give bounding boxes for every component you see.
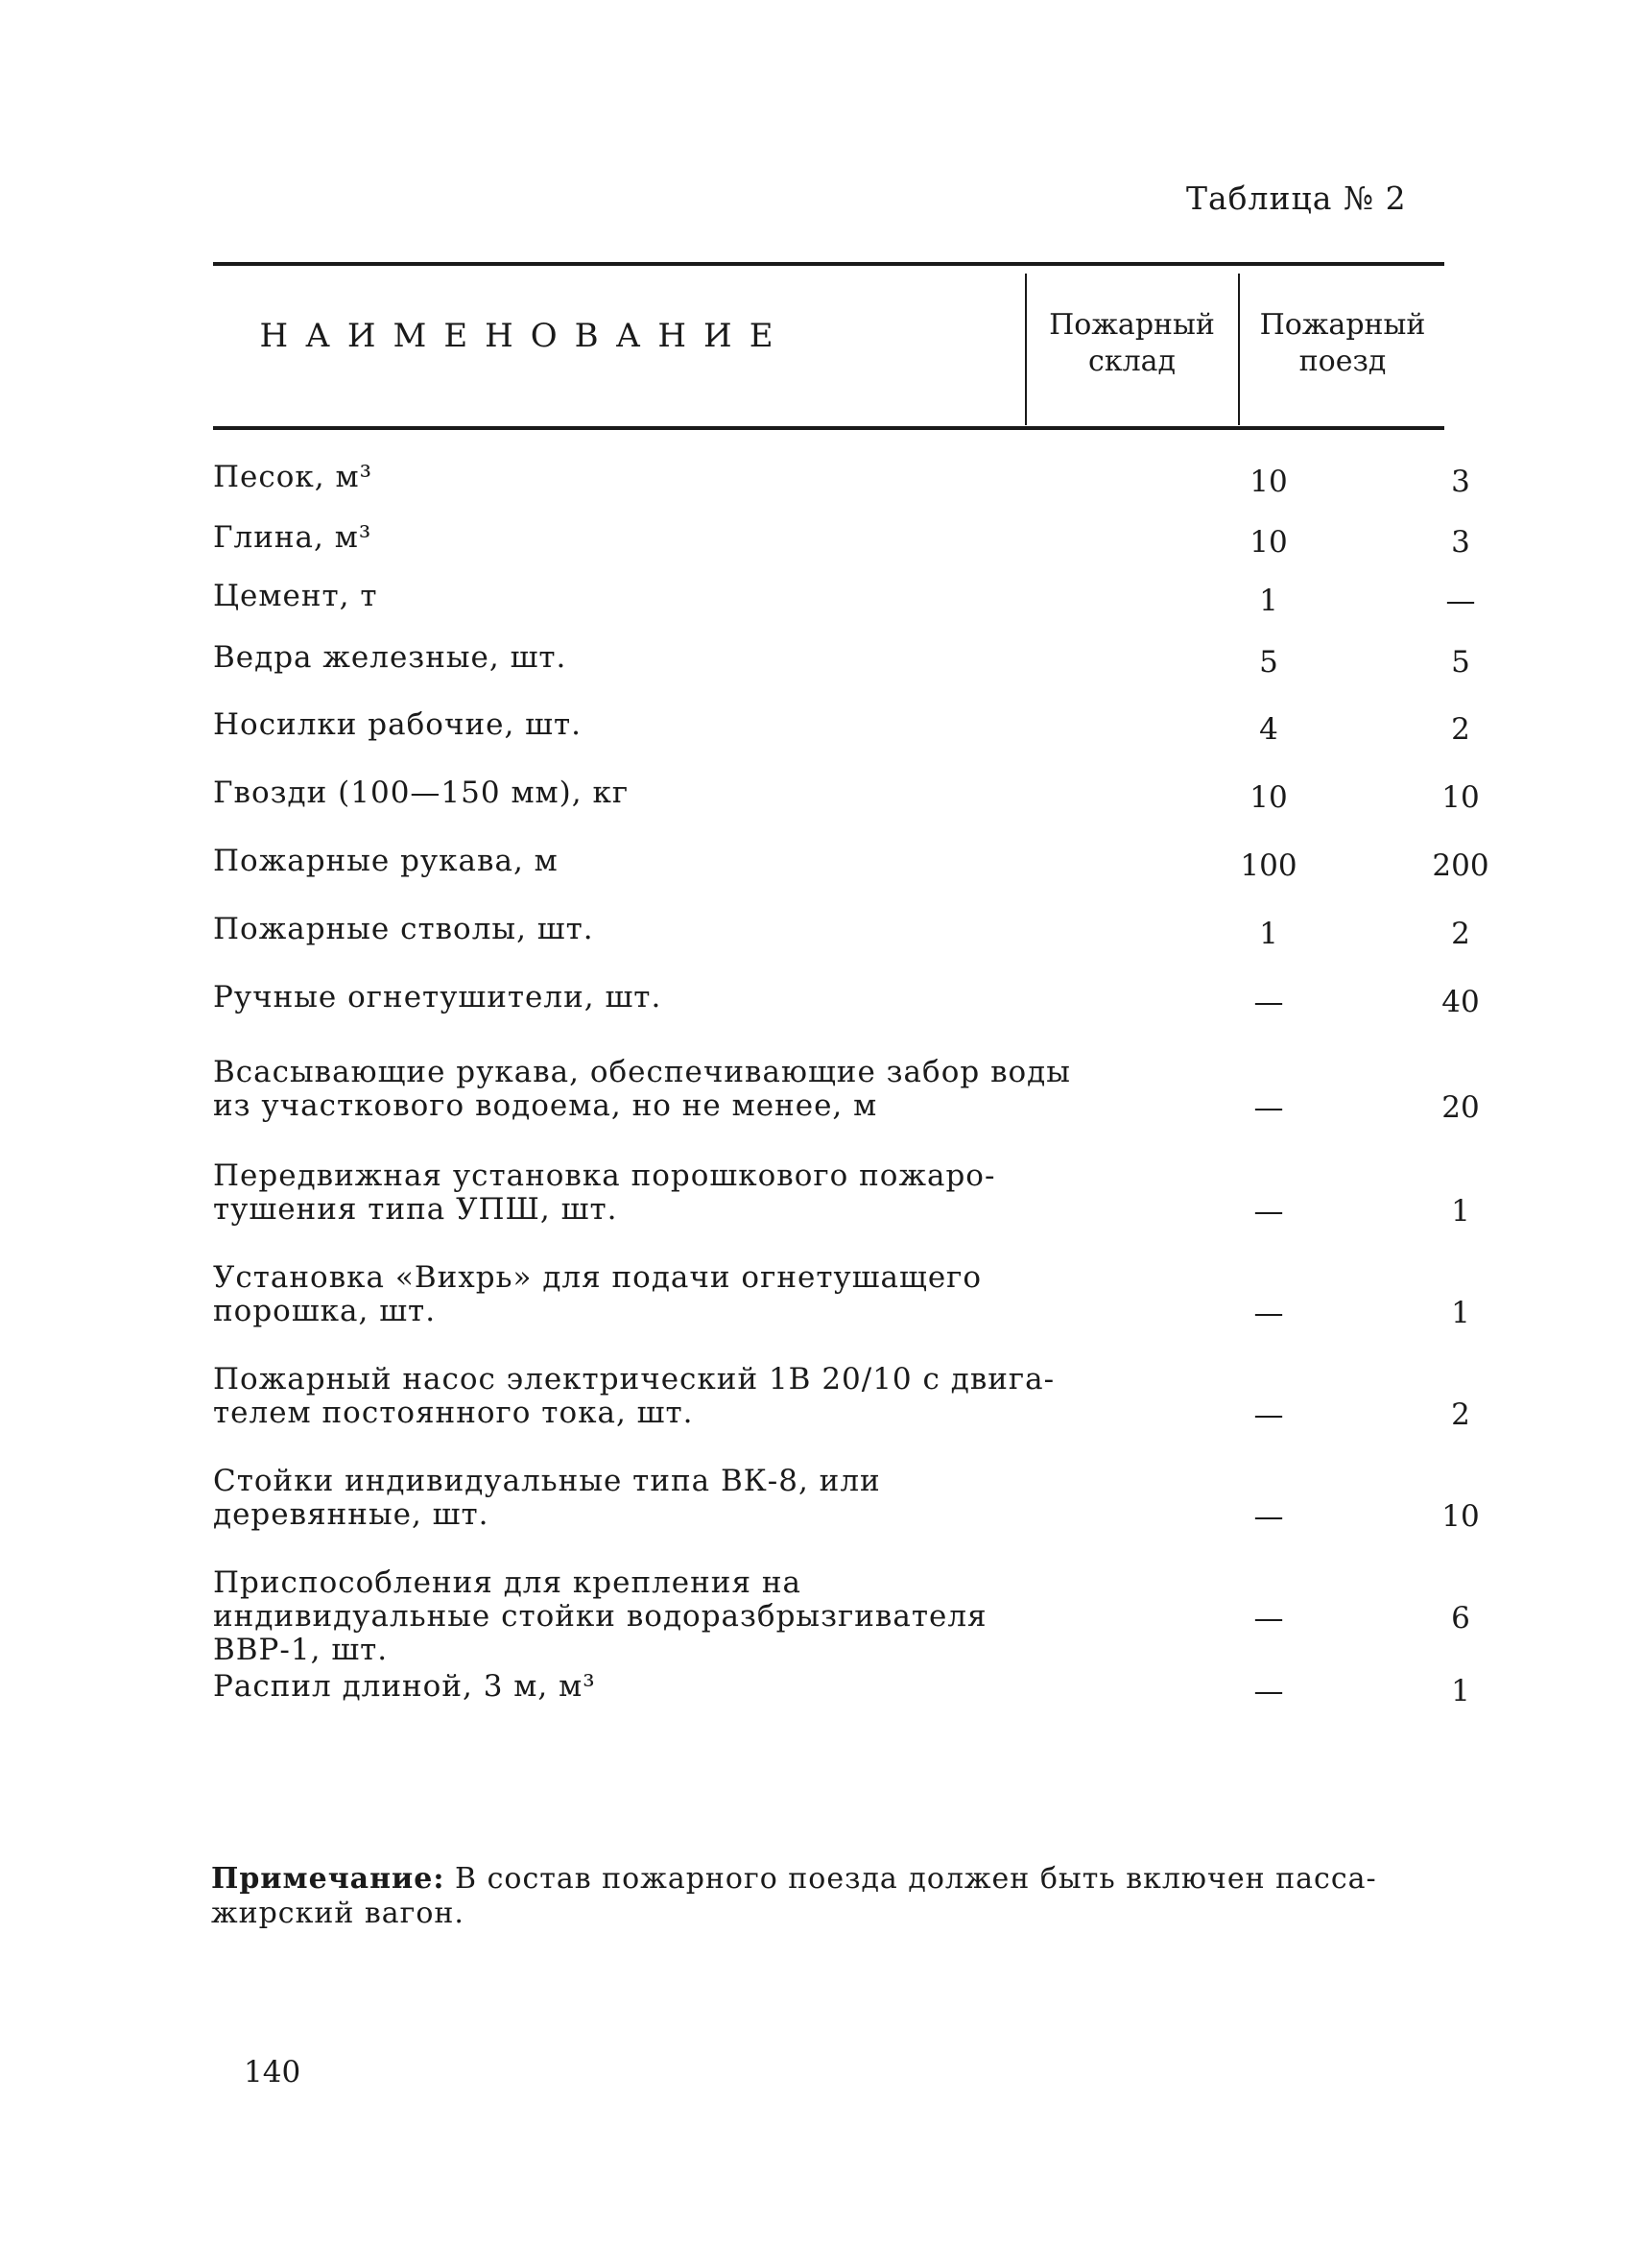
row-warehouse-value: — xyxy=(1253,1090,1284,1125)
row-name: Гвозди (100—150 мм), кг xyxy=(213,776,630,810)
row-train-value: 1 xyxy=(1451,1296,1470,1330)
table-row xyxy=(213,1362,1470,1432)
row-train-value: 10 xyxy=(1441,1499,1480,1534)
row-train-value: — xyxy=(1445,584,1476,618)
row-name: Глина, м³ xyxy=(213,520,372,555)
row-name: Всасывающие рукава, обеспечивающие забор воды из участкового водоема, но не менее, м xyxy=(213,1055,1071,1123)
row-warehouse-value: — xyxy=(1253,1296,1284,1330)
table-row xyxy=(213,980,1480,1019)
row-warehouse-value: — xyxy=(1253,985,1284,1019)
table-row xyxy=(213,707,1470,747)
header-warehouse-line2: склад xyxy=(1088,345,1176,378)
table-row xyxy=(213,1055,1480,1125)
table-row xyxy=(213,776,1480,815)
table-row xyxy=(213,912,1470,951)
row-name: Цемент, т xyxy=(213,579,378,613)
header-train-line2: поезд xyxy=(1298,345,1387,378)
row-name: Пожарный насос электрический 1В 20/10 с двига-телем постоянного тока, шт. xyxy=(213,1362,1056,1430)
row-train-value: 40 xyxy=(1441,985,1480,1019)
row-name: Носилки рабочие, шт. xyxy=(213,707,582,742)
table-row xyxy=(213,520,1470,560)
table-row xyxy=(213,579,1476,618)
header-name: НАИМЕНОВАНИЕ xyxy=(259,317,791,355)
row-warehouse-value: 1 xyxy=(1259,584,1278,618)
table-row xyxy=(213,1669,1470,1708)
row-name: Ведра железные, шт. xyxy=(213,640,567,675)
table-row xyxy=(213,844,1489,883)
note-label: Примечание: xyxy=(211,1862,445,1896)
row-train-value: 200 xyxy=(1432,848,1489,883)
row-warehouse-value: 4 xyxy=(1259,712,1278,747)
row-train-value: 2 xyxy=(1451,1397,1470,1432)
row-train-value: 3 xyxy=(1451,465,1470,499)
row-train-value: 6 xyxy=(1451,1601,1470,1635)
row-warehouse-value: — xyxy=(1253,1601,1284,1635)
row-warehouse-value: — xyxy=(1253,1499,1284,1534)
row-train-value: 20 xyxy=(1441,1090,1480,1125)
column-divider xyxy=(1238,274,1240,425)
table-row xyxy=(213,1260,1470,1330)
header-warehouse xyxy=(1029,307,1235,380)
row-name: Песок, м³ xyxy=(213,460,373,494)
row-name: Ручные огнетушители, шт. xyxy=(213,980,662,1015)
header-warehouse-line1: Пожарный xyxy=(1049,308,1215,342)
row-train-value: 1 xyxy=(1451,1194,1470,1229)
row-warehouse-value: 5 xyxy=(1259,645,1278,680)
table-caption: Таблица № 2 xyxy=(1186,179,1407,217)
table-row xyxy=(213,1158,1470,1229)
row-train-value: 10 xyxy=(1441,780,1480,815)
table-top-rule xyxy=(213,262,1444,266)
row-warehouse-value: 1 xyxy=(1259,917,1278,951)
row-warehouse-value: 10 xyxy=(1249,465,1288,499)
table-row xyxy=(213,640,1470,680)
page-number: 140 xyxy=(244,2055,301,2089)
header-train xyxy=(1242,307,1443,380)
row-warehouse-value: — xyxy=(1253,1194,1284,1229)
row-train-value: 1 xyxy=(1451,1674,1470,1708)
row-warehouse-value: 10 xyxy=(1249,525,1288,560)
row-name: Распил длиной, 3 м, м³ xyxy=(213,1669,596,1704)
row-train-value: 5 xyxy=(1451,645,1470,680)
header-bottom-rule xyxy=(213,426,1444,430)
row-warehouse-value: — xyxy=(1253,1397,1284,1432)
row-train-value: 2 xyxy=(1451,917,1470,951)
row-warehouse-value: 10 xyxy=(1249,780,1288,815)
row-warehouse-value: 100 xyxy=(1240,848,1297,883)
row-name: Передвижная установка порошкового пожаро-тушения типа УПШ, шт. xyxy=(213,1158,996,1227)
row-train-value: 2 xyxy=(1451,712,1470,747)
note-text: В состав пожарного поезда должен быть включен пасса-жирский вагон. xyxy=(211,1862,1377,1930)
row-name: Пожарные рукава, м xyxy=(213,844,559,878)
row-name: Пожарные стволы, шт. xyxy=(213,912,594,946)
row-name: Стойки индивидуальные типа ВК-8, или деревянные, шт. xyxy=(213,1464,881,1532)
table-row xyxy=(213,460,1470,499)
table-note xyxy=(211,1862,1449,1931)
column-divider xyxy=(1025,274,1027,425)
row-name: Установка «Вихрь» для подачи огнетушащего порошка, шт. xyxy=(213,1260,983,1328)
row-warehouse-value: — xyxy=(1253,1674,1284,1708)
table-row xyxy=(213,1565,1470,1667)
header-train-line1: Пожарный xyxy=(1259,308,1426,342)
row-name: Приспособления для крепления на индивидуальные стойки водоразбрызгивателя ВВР-1, шт. xyxy=(213,1565,988,1667)
row-train-value: 3 xyxy=(1451,525,1470,560)
table-row xyxy=(213,1464,1480,1534)
